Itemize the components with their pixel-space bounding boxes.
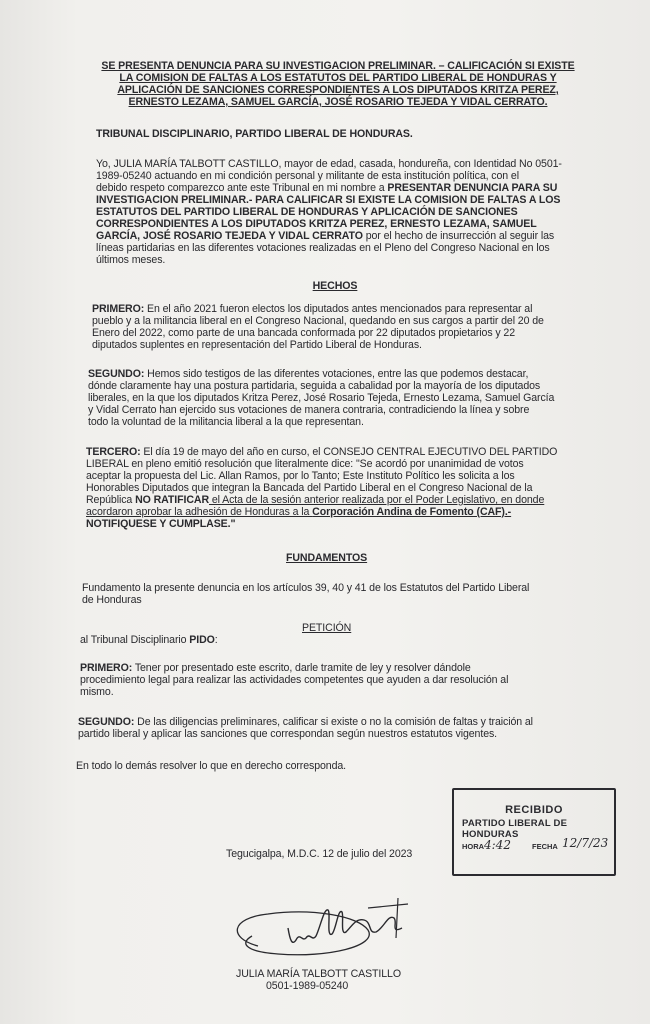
intro-line-6: CORRESPONDIENTES A LOS DIPUTADOS KRITZA PEREZ, ERNESTO LEZAMA, SAMUEL — [96, 218, 537, 230]
hechos-tercero-text-6a: acordaron aprobar la adhesión de Honduras a la — [86, 506, 313, 518]
hechos-tercero-text-1: El día 19 de mayo del año en curso, el CONSEJO CENTRAL EJECUTIVO DEL PARTIDO — [140, 446, 558, 458]
stamp-title: RECIBIDO — [505, 804, 563, 816]
intro-line-1: Yo, JULIA MARÍA TALBOTT CASTILLO, mayor de edad, casada, hondureña, con Identidad No 0501- — [96, 158, 562, 170]
peticion-primero-line-3: mismo. — [80, 686, 114, 698]
intro-line-5: ESTATUTOS DEL PARTIDO LIBERAL DE HONDURAS Y APLICACIÓN DE SANCIONES — [96, 206, 518, 218]
heading-line-4: ERNESTO LEZAMA, SAMUEL GARCÍA, JOSÉ ROSARIO TEJEDA Y VIDAL CERRATO. — [128, 96, 548, 108]
hechos-primero-line-2: pueblo y a la militancia liberal en el Congreso Nacional, quedando en sus cargos a partir del 20 de — [92, 315, 544, 327]
place-date: Tegucigalpa, M.D.C. 12 de julio del 2023 — [226, 848, 413, 860]
peticion-intro-a: al Tribunal Disciplinario — [80, 634, 190, 646]
peticion-primero-text-1: Tener por presentado este escrito, darle tramite de ley y resolver dándole — [132, 662, 471, 674]
fundamentos-line-1: Fundamento la presente denuncia en los artículos 39, 40 y 41 de los Estatutos del Partido Liberal — [82, 582, 530, 594]
hechos-segundo-label: SEGUNDO: — [88, 368, 145, 380]
peticion-pido: PIDO — [189, 634, 215, 646]
signer-name: JULIA MARÍA TALBOTT CASTILLO — [236, 968, 401, 980]
hechos-segundo-line-3: liberales, en la que los diputados Kritza Perez, José Rosario Tejeda, Ernesto Lezama, Samuel García — [88, 392, 555, 404]
handwritten-signature — [218, 888, 438, 978]
signer-id: 0501-1989-05240 — [266, 980, 349, 992]
intro-line-8: líneas partidarias en las diferentes votaciones realizadas en el Pleno del Congreso Nacional en los — [96, 242, 550, 254]
hechos-primero-line-1 — [92, 303, 582, 315]
heading-line-2: LA COMISION DE FALTAS A LOS ESTATUTOS DEL PARTIDO LIBERAL DE HONDURAS Y — [119, 72, 557, 84]
hechos-tercero-line-3: aceptar la propuesta del Lic. Allan Ramos, por lo Tanto; Este Instituto Político les solicita a los — [86, 470, 515, 482]
stamp-hora-value: 4:42 — [484, 838, 511, 852]
received-stamp — [452, 788, 616, 876]
hechos-segundo-line-1 — [88, 368, 582, 380]
intro-line-7 — [96, 230, 586, 242]
hechos-tercero-text-5c: el Acta de la sesión anterior realizada por el Poder Legislativo, en donde — [209, 494, 545, 506]
hechos-primero-label: PRIMERO: — [92, 303, 145, 315]
intro-line-3b: PRESENTAR DENUNCIA PARA SU — [387, 182, 558, 194]
hechos-tercero-line-2: LIBERAL en pleno emitió resolución que literalmente dice: "Se acordó por unanimidad de votos — [86, 458, 524, 470]
section-title-fundamentos: FUNDAMENTOS — [286, 552, 368, 564]
intro-line-2: 1989-05240 actuando en mi condición personal y militante de esta institución política, con el — [96, 170, 519, 182]
hechos-tercero-text-5a: República — [86, 494, 136, 506]
hechos-segundo-line-5: todo la voluntad de la militancia liberal a la que representan. — [88, 416, 364, 428]
stamp-hora-label: HORA — [462, 842, 485, 851]
stamp-org: PARTIDO LIBERAL DE HONDURAS — [462, 818, 568, 840]
heading-line-3: APLICACIÓN DE SANCIONES CORRESPONDIENTES A LOS DIPUTADOS KRITZA PEREZ, — [117, 84, 559, 96]
section-title-hechos: HECHOS — [312, 280, 358, 292]
peticion-segundo-line-1 — [78, 716, 582, 728]
peticion-primero-label: PRIMERO: — [80, 662, 133, 674]
heading-line-1: SE PRESENTA DENUNCIA PARA SU INVESTIGACION PRELIMINAR. – CALIFICACIÓN SI EXISTE — [101, 60, 575, 72]
hechos-tercero-line-7: NOTIFIQUESE Y CUMPLASE." — [86, 518, 236, 530]
stamp-fecha-value: 12/7/23 — [562, 836, 609, 850]
hechos-segundo-line-2: dónde claramente hay una postura partidaria, seguida a cabalidad por la mayoría de los diputados — [88, 380, 541, 392]
section-title-peticion: PETICIÓN — [302, 622, 352, 634]
hechos-tercero-label: TERCERO: — [86, 446, 141, 458]
hechos-tercero-line-4: Honorables Diputados que integran la Bancada del Partido Liberal en el Congreso Nacional de la — [86, 482, 533, 494]
addressee: TRIBUNAL DISCIPLINARIO, PARTIDO LIBERAL DE HONDURAS. — [96, 128, 413, 140]
hechos-tercero-line-1 — [86, 446, 582, 458]
peticion-primero-line-1 — [80, 662, 582, 674]
peticion-primero-line-2: procedimiento legal para realizar las actividades competentes que ayuden a dar resolución al — [80, 674, 509, 686]
peticion-segundo-label: SEGUNDO: — [78, 716, 135, 728]
intro-line-4: INVESTIGACION PRELIMINAR.- PARA CALIFICAR SI EXISTE LA COMISION DE FALTAS A LOS — [96, 194, 561, 206]
hechos-tercero-caf: Corporación Andina de Fomento (CAF).- — [312, 506, 512, 518]
intro-line-3a: debido respeto comparezco ante este Tribunal en mi nombre a — [96, 182, 388, 194]
fundamentos-line-2: de Honduras — [82, 594, 142, 606]
intro-line-9: últimos meses. — [96, 254, 166, 266]
peticion-segundo-text-1: De las diligencias preliminares, calificar si existe o no la comisión de faltas y traición al — [134, 716, 533, 728]
hechos-tercero-line-5 — [86, 494, 582, 506]
peticion-intro — [80, 634, 218, 646]
hechos-primero-text-1: En el año 2021 fueron electos los diputados antes mencionados para representar al — [144, 303, 533, 315]
stamp-fecha-label: FECHA — [532, 842, 558, 851]
peticion-intro-c: : — [214, 634, 218, 646]
intro-line-7a: GARCÍA, JOSÉ ROSARIO TEJEDA Y VIDAL CERRATO — [96, 230, 363, 242]
intro-line-3 — [96, 182, 586, 194]
hechos-segundo-line-4: y Vidal Cerrato han ejercido sus votaciones de manera contraria, contradiciendo la línea y sobre — [88, 404, 530, 416]
hechos-tercero-line-6 — [86, 506, 582, 518]
hechos-primero-line-3: Enero del 2022, como parte de una bancada conformada por 22 diputados propietarios y 22 — [92, 327, 515, 339]
hechos-segundo-text-1: Hemos sido testigos de las diferentes votaciones, entre las que podemos destacar, — [144, 368, 529, 380]
peticion-segundo-line-2: partido liberal y aplicar las sanciones que correspondan según nuestros estatutos vigentes. — [78, 728, 498, 740]
closing-line: En todo lo demás resolver lo que en derecho corresponda. — [76, 760, 347, 772]
hechos-primero-line-4: diputados suplentes en representación del Partido Liberal de Honduras. — [92, 339, 422, 351]
intro-line-7b: por el hecho de insurrección al seguir las — [362, 230, 555, 242]
hechos-tercero-no-ratificar: NO RATIFICAR — [135, 494, 209, 506]
